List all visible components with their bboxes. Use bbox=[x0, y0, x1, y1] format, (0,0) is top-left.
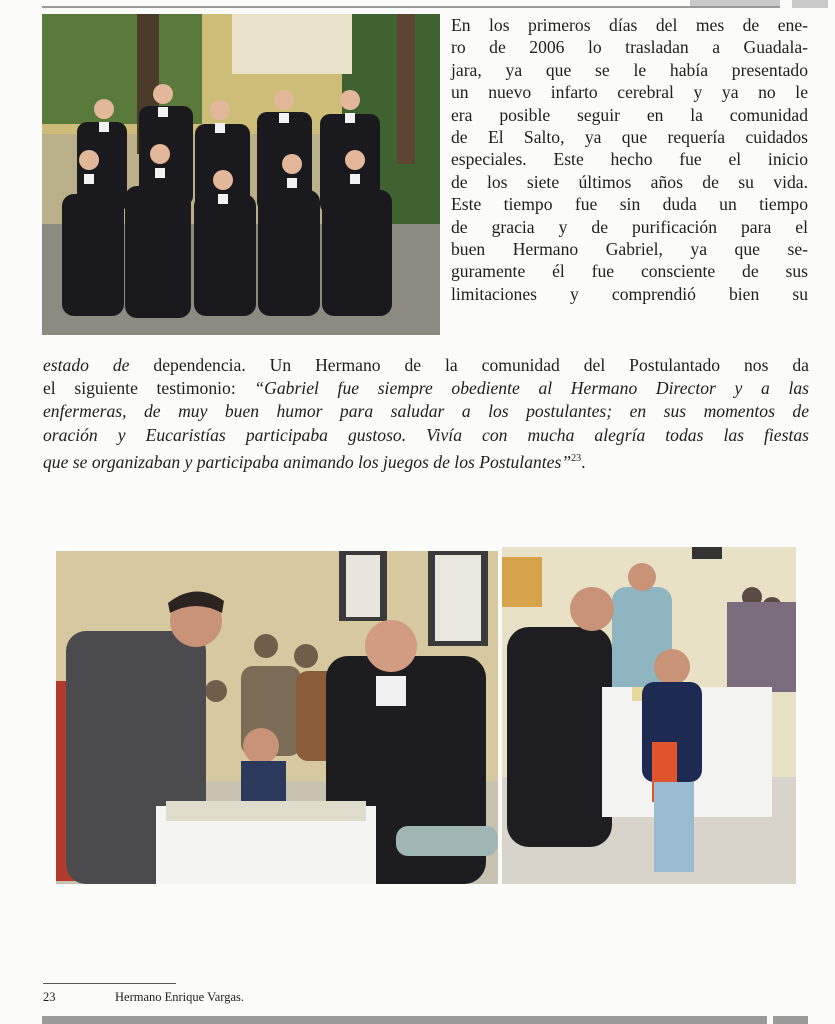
text-span: dependencia. Un Hermano de la comunidad del Postulantado nos da bbox=[129, 355, 809, 375]
header-rule bbox=[42, 6, 780, 8]
footnote-ref: 23 bbox=[571, 452, 582, 464]
text-line: ro de 2006 lo trasladan a Guadala- bbox=[451, 37, 808, 58]
footer-bar-right bbox=[773, 1016, 808, 1024]
text-line bbox=[43, 424, 809, 447]
footnote-text: Hermano Enrique Vargas. bbox=[115, 990, 245, 1004]
group-photo bbox=[42, 14, 440, 335]
paragraph-full bbox=[43, 354, 809, 474]
text-line bbox=[43, 447, 809, 474]
footer-bar bbox=[42, 1016, 767, 1024]
header-tab-right bbox=[792, 0, 828, 8]
text-line: especiales. Este hecho fue el inicio bbox=[451, 149, 808, 170]
text-line: jara, ya que se le había presentado bbox=[451, 59, 808, 80]
footnote-number: 23 bbox=[43, 990, 56, 1004]
ceremony-photo-right bbox=[502, 547, 796, 884]
footnote-rule bbox=[43, 983, 176, 984]
text-line: Este tiempo fue sin duda un tiempo bbox=[451, 194, 808, 215]
text-span: . bbox=[581, 451, 586, 472]
text-line: En los primeros días del mes de ene- bbox=[451, 15, 808, 35]
text-line bbox=[43, 377, 809, 400]
text-line: de El Salto, ya que requería cuidados bbox=[451, 127, 808, 148]
text-line: buen Hermano Gabriel, ya que se- bbox=[451, 239, 808, 260]
quote-end: que se organizaban y participaba animando los juegos de los Postulantes” bbox=[43, 451, 572, 472]
quote-line: enfermeras, de muy buen humor para saludar a los postulantes; en sus momentos de bbox=[43, 401, 809, 422]
ceremony-photo-left bbox=[56, 551, 498, 884]
italic-phrase: estado de bbox=[43, 355, 130, 375]
text-line: guramente él fue consciente de sus bbox=[451, 261, 808, 282]
text-span: el siguiente testimonio: bbox=[43, 378, 255, 399]
text-line bbox=[43, 400, 809, 423]
text-line bbox=[43, 354, 809, 377]
header-tab bbox=[690, 0, 780, 6]
text-line: de gracia y de purificación para el bbox=[451, 216, 808, 237]
text-line: un nuevo infarto cerebral y ya no le bbox=[451, 82, 808, 103]
paragraph-right bbox=[451, 14, 808, 305]
quote-line: oración y Eucaristías participaba gustoso. Vivía con mucha alegría todas las fiestas bbox=[43, 424, 809, 445]
text-line: de los siete últimos años de su vida. bbox=[451, 171, 808, 192]
text-line: era posible seguir en la comunidad bbox=[451, 104, 808, 125]
quote-start: “Gabriel fue siempre obediente al Hermano Director y a las bbox=[254, 378, 809, 399]
text-line: limitaciones y comprendió bien su bbox=[451, 283, 808, 304]
